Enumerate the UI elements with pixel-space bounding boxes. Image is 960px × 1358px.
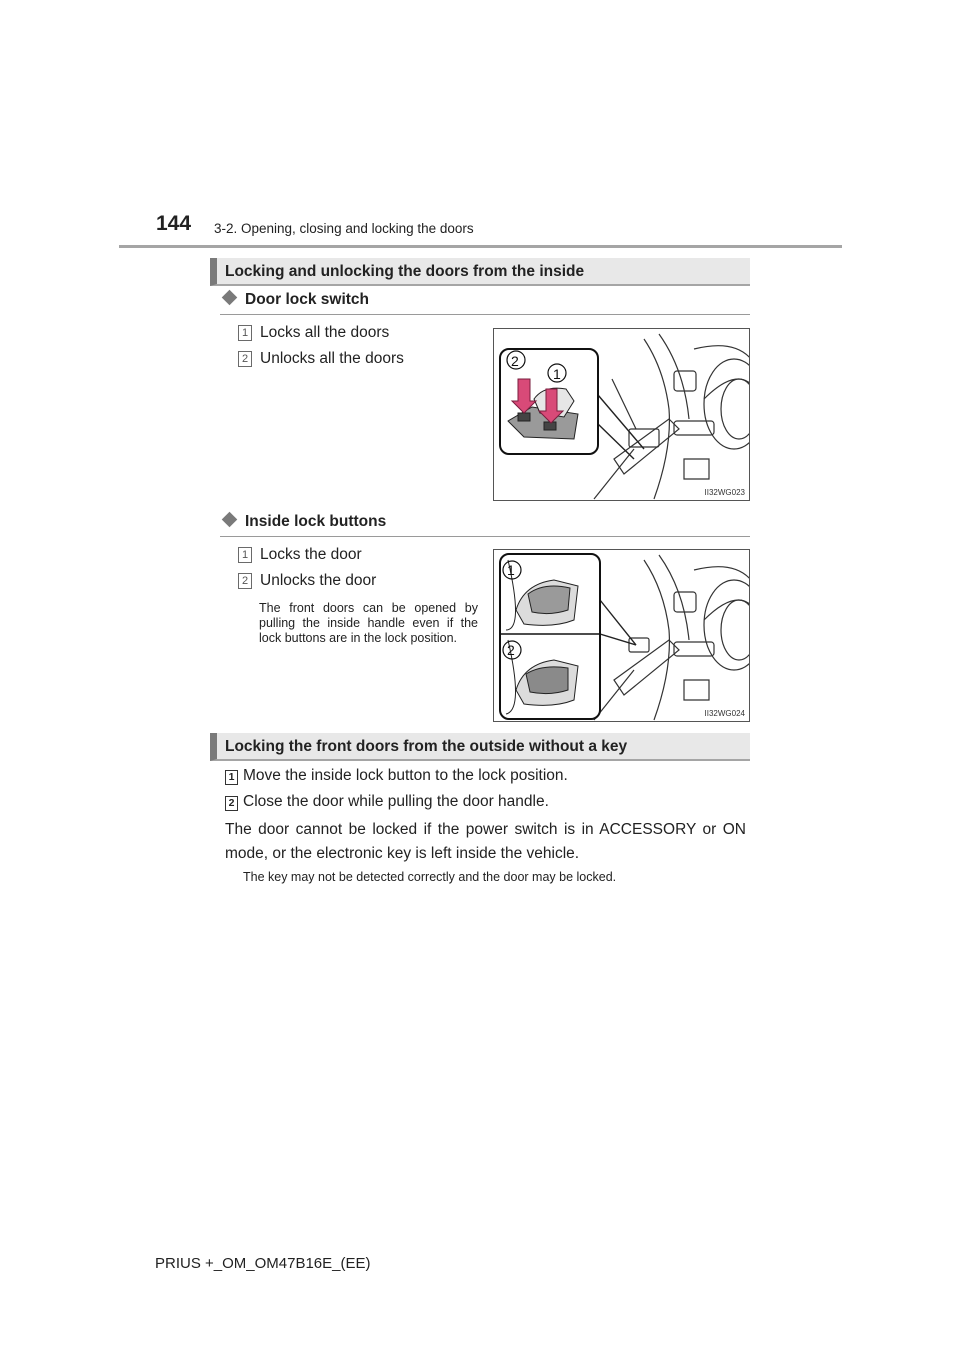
step-number-icon: 1 <box>225 770 238 785</box>
subheading-door-lock-switch <box>220 291 369 309</box>
note-key-detection: The key may not be detected correctly and the door may be locked. <box>243 870 617 884</box>
subheading-rule <box>220 536 750 537</box>
figure-callout: 2 <box>511 353 519 369</box>
running-title: 3-2. Opening, closing and locking the doors <box>214 221 474 236</box>
section-heading-inside-text: Locking and unlocking the doors from the inside <box>225 263 585 280</box>
diamond-bullet-icon <box>222 290 238 306</box>
section-heading-outside-text: Locking the front doors from the outside without a key <box>225 738 628 755</box>
section-heading-inside <box>210 258 750 286</box>
subheading-inside-lock-buttons <box>220 513 386 531</box>
item-number-icon: 1 <box>238 547 252 563</box>
note-inside-handle: The front doors can be opened by pulling the inside handle even if the lock buttons are in the lock position. <box>259 601 478 645</box>
paragraph-accessory-mode: The door cannot be locked if the power switch is in ACCESSORY or ON mode, or the electronic key is left inside the vehicle. <box>225 821 746 862</box>
item-text-unlocks-door: Unlocks the door <box>260 572 377 589</box>
item-text-locks-door: Locks the door <box>260 546 362 563</box>
figure-door-lock-switch <box>493 328 750 501</box>
subheading-door-lock-switch-text: Door lock switch <box>245 291 370 308</box>
figure-code: II32WG023 <box>704 488 745 497</box>
subheading-rule <box>220 314 750 315</box>
door-lock-switch-illustration <box>494 329 750 501</box>
figure-callout: 2 <box>507 642 515 658</box>
item-number-icon: 1 <box>238 325 252 341</box>
diamond-bullet-icon <box>222 512 238 528</box>
item-number-icon: 2 <box>238 573 252 589</box>
page-number: 144 <box>156 212 192 235</box>
step-number-icon: 2 <box>225 796 238 811</box>
step-text-move-lock: Move the inside lock button to the lock position. <box>243 767 568 784</box>
item-number-icon: 2 <box>238 351 252 367</box>
inside-lock-buttons-illustration <box>494 550 750 722</box>
figure-callout: 1 <box>553 366 561 382</box>
section-heading-outside <box>210 733 750 761</box>
step-text-close-door: Close the door while pulling the door handle. <box>243 793 549 810</box>
subheading-inside-lock-buttons-text: Inside lock buttons <box>245 513 387 530</box>
item-text-locks-all: Locks all the doors <box>260 324 390 341</box>
figure-code: II32WG024 <box>704 709 745 718</box>
item-text-unlocks-all: Unlocks all the doors <box>260 350 404 367</box>
footer-document-code: PRIUS +_OM_OM47B16E_(EE) <box>155 1255 371 1272</box>
figure-callout: 1 <box>507 562 515 578</box>
header-rule <box>119 245 842 248</box>
figure-inside-lock-buttons <box>493 549 750 722</box>
